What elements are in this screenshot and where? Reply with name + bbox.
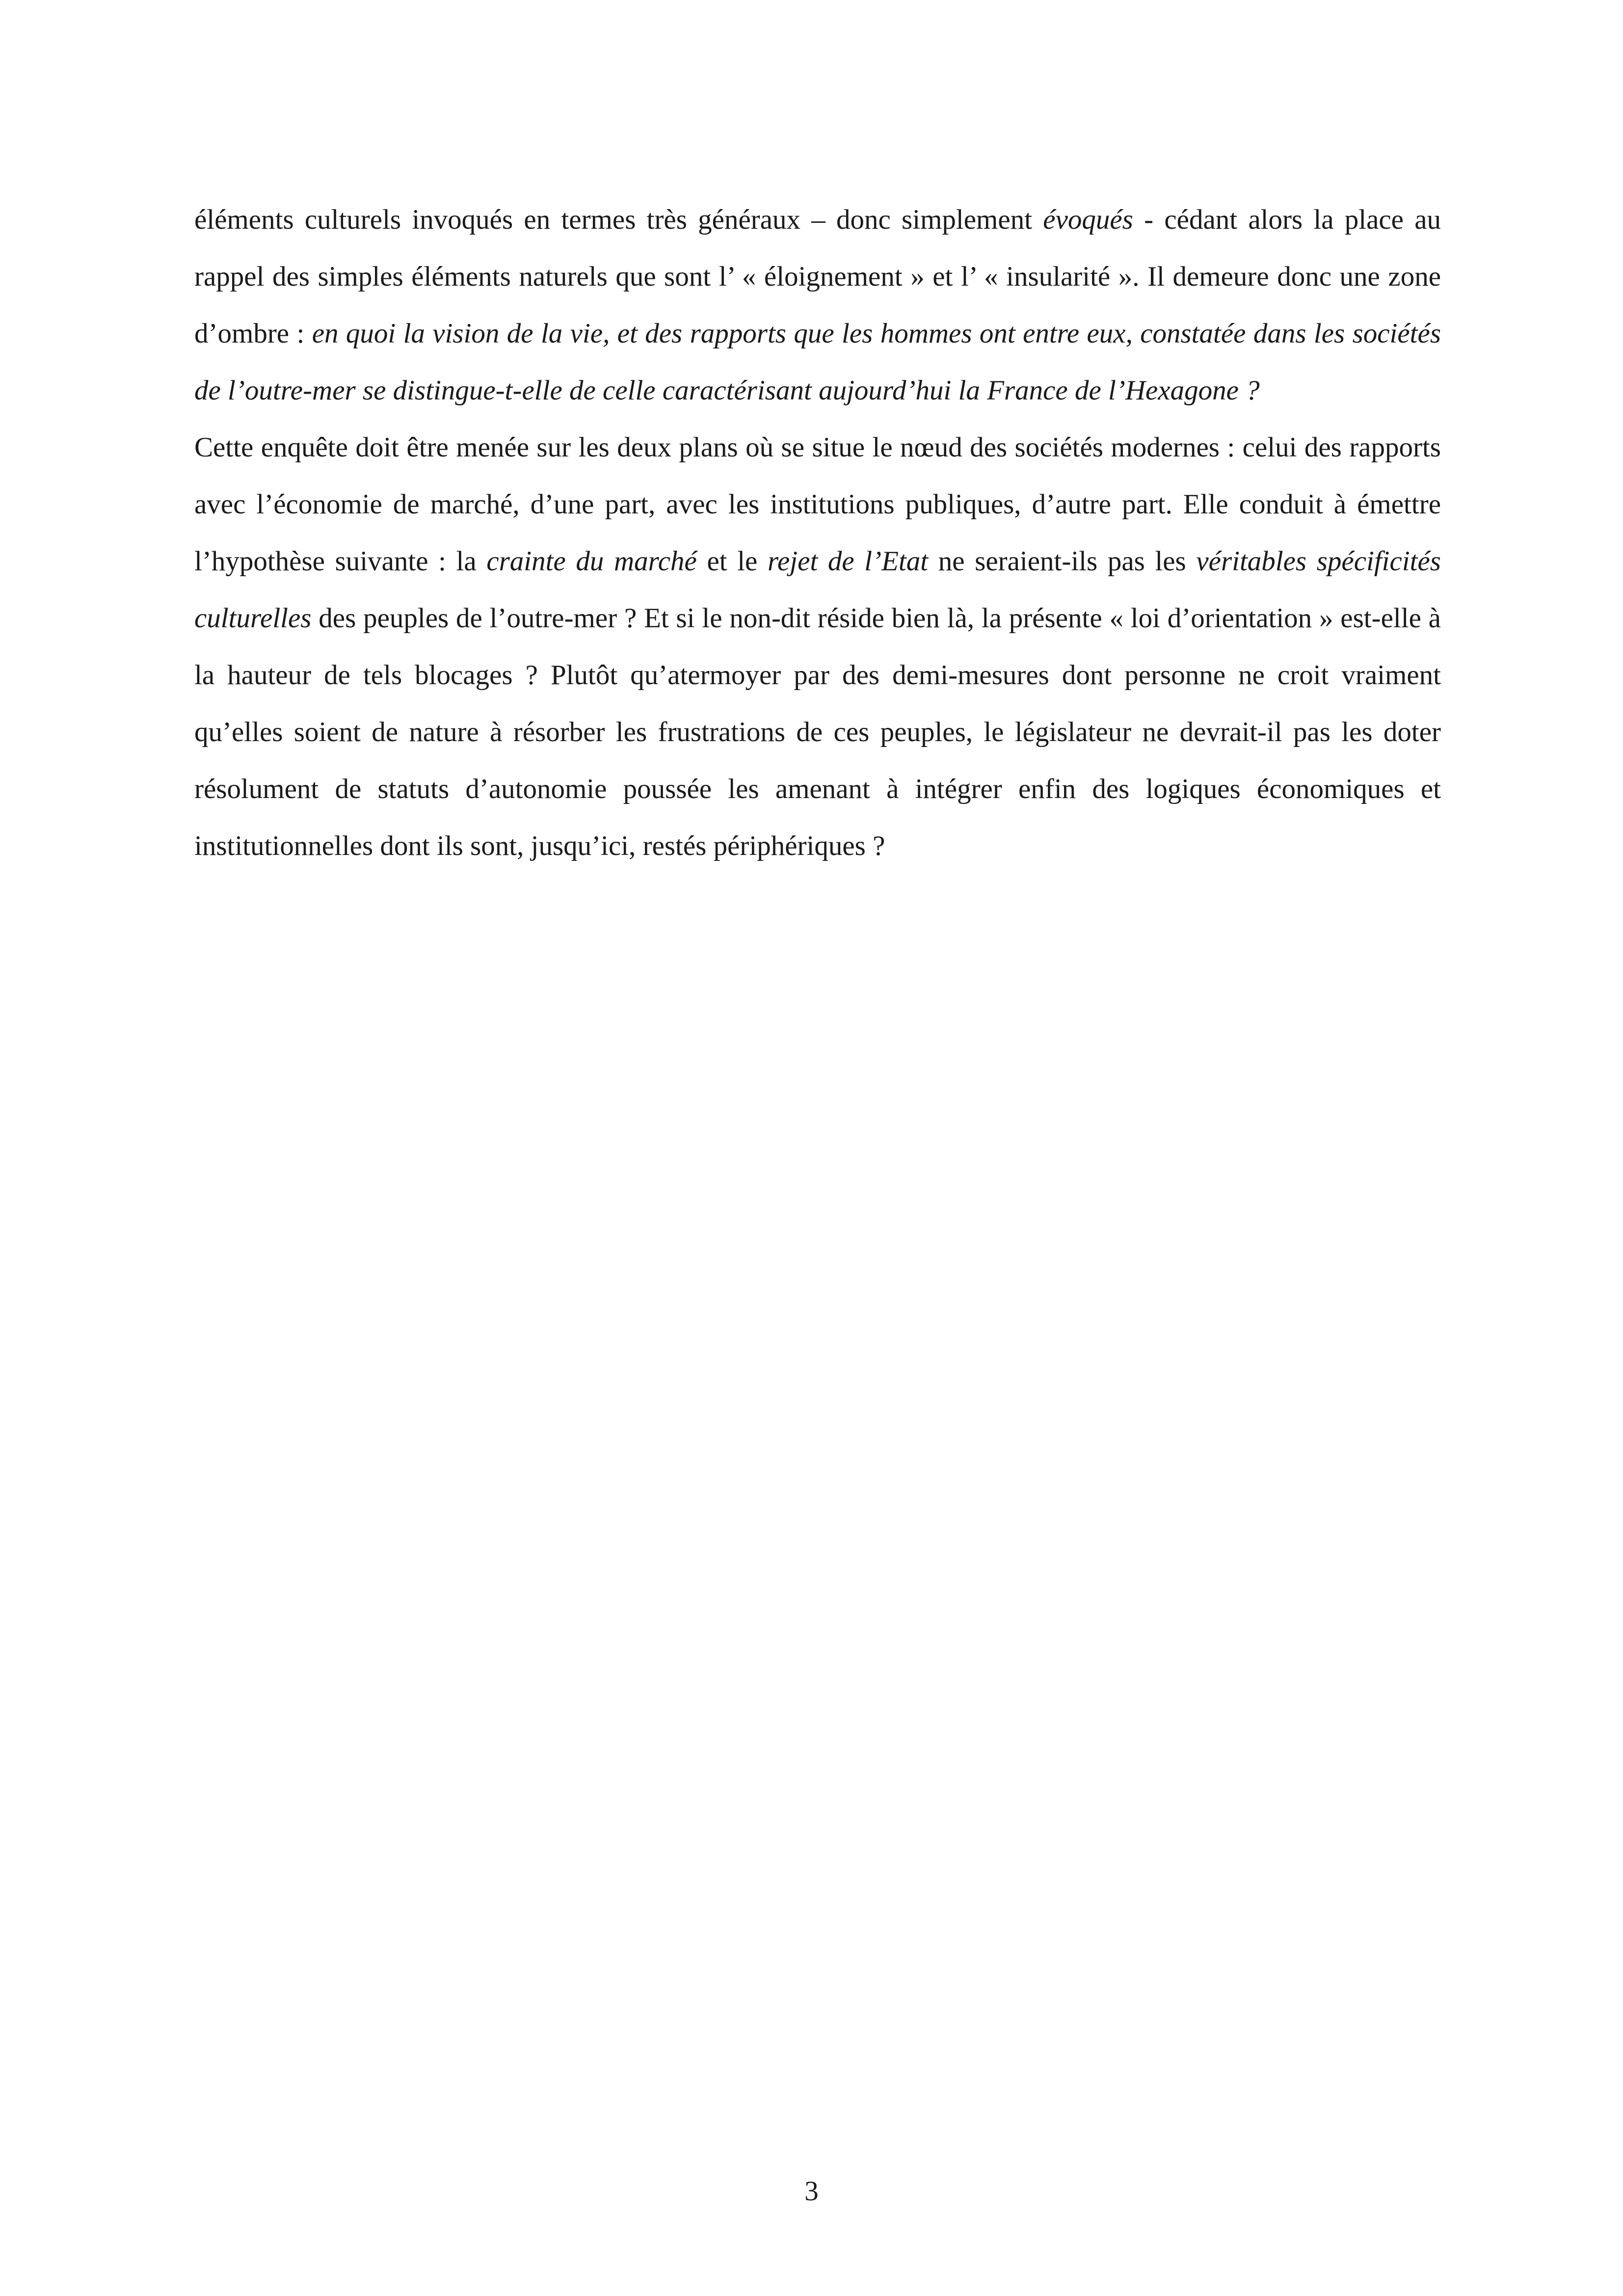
- page-number: 3: [804, 2176, 819, 2207]
- paragraph-2-text-4: des peuples de l’outre-mer ? Et si le non-dit réside bien là, la présente « loi d’orientation » est-elle à la hauteur de tels blocages ? Plutôt qu’atermoyer par des demi-mesures dont personne ne croit vraiment qu’elles soient de nature à résorber les frustrations de ces peuples, le législateur ne devrait-il pas les doter résolument de statuts d’autonomie poussée les amenant à intégrer enfin des logiques économiques et institutionnelles dont ils sont, jusqu’ici, restés périphériques ?: [194, 603, 1441, 861]
- paragraph-2-text-1: Cette enquête doit être menée sur les deux plans où se situe le nœud des sociétés modernes : celui des rapports avec l’économie de marché, d’une part, avec les institutions publiques, d’autre part. Elle conduit à émettre l’hypothèse suivante : la: [194, 432, 1441, 577]
- paragraph-1: [194, 191, 1441, 419]
- paragraph-2-text-3: ne seraient-ils pas les: [928, 546, 1197, 577]
- paragraph-1-text-2: - cédant alors la place au rappel des simples éléments naturels que sont l’ « éloignement » et l’ « insularité ». Il demeure donc une zone d’ombre :: [194, 204, 1441, 349]
- paragraph-1-text-1: éléments culturels invoqués en termes très généraux – donc simplement: [194, 204, 1043, 235]
- paragraph-2-italic-1: crainte du marché: [486, 546, 697, 577]
- paragraph-2: [194, 419, 1441, 875]
- paragraph-2-text-2: et le: [696, 546, 768, 577]
- paragraph-2-italic-3: véritables spécificités culturelles: [194, 546, 1441, 634]
- body-text: [194, 191, 1441, 875]
- paragraph-2-italic-2: rejet de l’Etat: [767, 546, 929, 577]
- paragraph-1-italic-2: en quoi la vision de la vie, et des rapports que les hommes ont entre eux, constatée dans les sociétés de l’outre-mer se distingue-t-elle de celle caractérisant aujourd’hui la France de l’Hexagone ?: [194, 318, 1441, 406]
- paragraph-1-italic-1: évoqués: [1043, 204, 1133, 235]
